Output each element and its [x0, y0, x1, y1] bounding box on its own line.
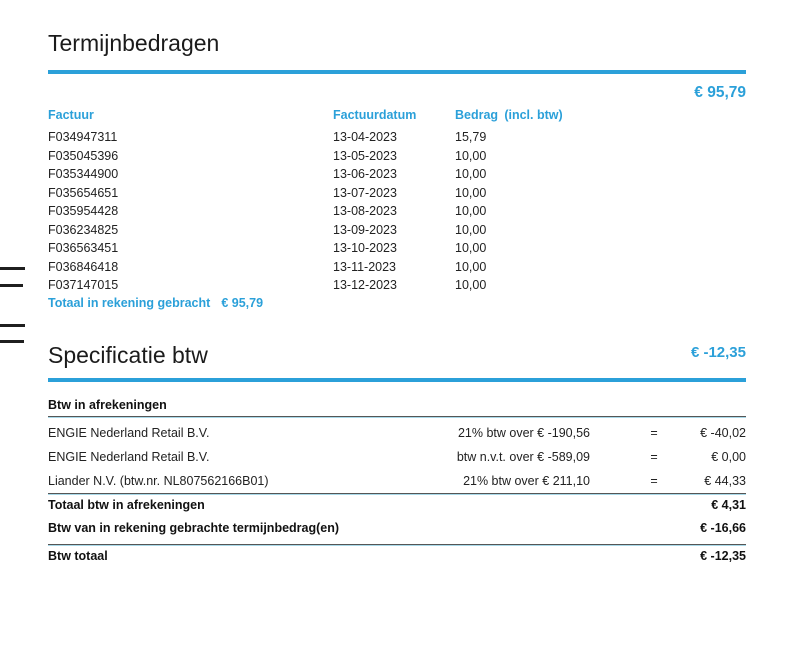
invoice-date: 13-11-2023: [333, 259, 397, 274]
btw-grand-total-label: Btw totaal: [48, 549, 108, 563]
invoice-number: F036563451: [48, 241, 119, 255]
col-header-factuur: Factuur: [48, 108, 94, 122]
fold-mark: [0, 340, 24, 343]
invoice-date: 13-09-2023: [333, 222, 397, 237]
invoice-table-header: [48, 108, 746, 130]
vat-party: ENGIE Nederland Retail B.V.: [48, 450, 210, 464]
invoice-amount: 10,00: [455, 259, 487, 274]
table-row: [48, 186, 746, 205]
vat-calculation: 21% btw over € 211,10: [463, 474, 590, 488]
invoice-amount: 10,00: [455, 278, 487, 292]
vat-party: ENGIE Nederland Retail B.V.: [48, 426, 210, 440]
termijn-total-row: [48, 296, 746, 310]
invoice-amount: 10,00: [455, 222, 487, 237]
invoice-number: F034947311: [48, 130, 118, 144]
fold-mark: [0, 284, 23, 287]
col-header-factuurdatum: Factuurdatum: [333, 108, 417, 122]
vat-calculation: 21% btw over € -190,56: [457, 426, 590, 440]
btw-total-label: Totaal btw in afrekeningen: [48, 498, 205, 512]
section-title-termijnbedragen: Termijnbedragen: [48, 30, 220, 56]
invoice-number: F035954428: [48, 204, 119, 218]
termijn-total-value: € 95,79: [221, 296, 264, 310]
invoice-amount: 10,00: [455, 241, 487, 255]
section-title-specificatie-btw: Specificatie btw: [48, 342, 208, 368]
table-row: [48, 278, 746, 297]
table-row: [48, 241, 746, 260]
invoice-amount: 10,00: [455, 167, 487, 181]
invoice-date: 13-10-2023: [333, 241, 397, 255]
vat-amount: € 44,33: [704, 474, 746, 488]
invoice-number: F036846418: [48, 259, 119, 274]
vat-calculation: btw n.v.t. over € -589,09: [456, 450, 590, 464]
divider-line: [48, 416, 746, 418]
equals-sign: =: [650, 474, 658, 488]
btw-subheader: Btw in afrekeningen: [48, 398, 167, 412]
col-header-bedrag: Bedrag (incl. btw): [455, 108, 563, 122]
table-row: [48, 204, 746, 223]
invoice-date: 13-08-2023: [333, 204, 397, 218]
btw-total-label: Btw van in rekening gebrachte termijnbedrag(en): [48, 521, 340, 535]
table-row: [48, 450, 746, 474]
table-row: [48, 149, 746, 168]
equals-sign: =: [650, 426, 658, 440]
table-row: [48, 426, 746, 450]
equals-sign: =: [650, 450, 658, 464]
btw-total-value: € -16,66: [700, 521, 746, 535]
invoice-date: 13-06-2023: [333, 167, 397, 181]
vat-amount: € 0,00: [711, 450, 746, 464]
table-row: [48, 223, 746, 242]
invoice-date: 13-07-2023: [333, 185, 397, 200]
invoice-number: F035045396: [48, 148, 119, 163]
btw-grand-total-row: [48, 549, 746, 563]
divider-line: [48, 493, 746, 495]
btw-total-value: € 4,31: [711, 498, 746, 512]
section-rule: [48, 378, 746, 382]
invoice-date: 13-05-2023: [333, 148, 397, 163]
vat-party: Liander N.V. (btw.nr. NL807562166B01): [48, 474, 269, 488]
termijn-total-amount: € 95,79: [694, 84, 746, 101]
invoice-number: F035654651: [48, 185, 119, 200]
section-rule: [48, 70, 746, 74]
table-row: [48, 260, 746, 279]
fold-mark: [0, 324, 25, 327]
invoice-date: 13-12-2023: [333, 278, 397, 292]
btw-grand-total-value: € -12,35: [700, 549, 746, 563]
btw-total-row: [48, 521, 746, 535]
termijn-total-label: Totaal in rekening gebracht: [48, 296, 211, 310]
btw-total-row: [48, 498, 746, 512]
divider-line: [48, 544, 746, 546]
invoice-number: F036234825: [48, 222, 119, 237]
invoice-amount: 15,79: [455, 130, 487, 144]
invoice-amount: 10,00: [455, 185, 487, 200]
invoice-number: F037147015: [48, 278, 119, 292]
btw-total-amount: € -12,35: [690, 344, 746, 361]
invoice-date: 13-04-2023: [333, 130, 397, 144]
invoice-amount: 10,00: [455, 204, 487, 218]
vat-amount: € -40,02: [700, 426, 746, 440]
fold-mark: [0, 267, 25, 270]
table-row: [48, 130, 746, 149]
invoice-amount: 10,00: [455, 148, 487, 163]
invoice-number: F035344900: [48, 167, 119, 181]
table-row: [48, 167, 746, 186]
invoice-table: [48, 108, 746, 297]
btw-table: [48, 426, 746, 498]
